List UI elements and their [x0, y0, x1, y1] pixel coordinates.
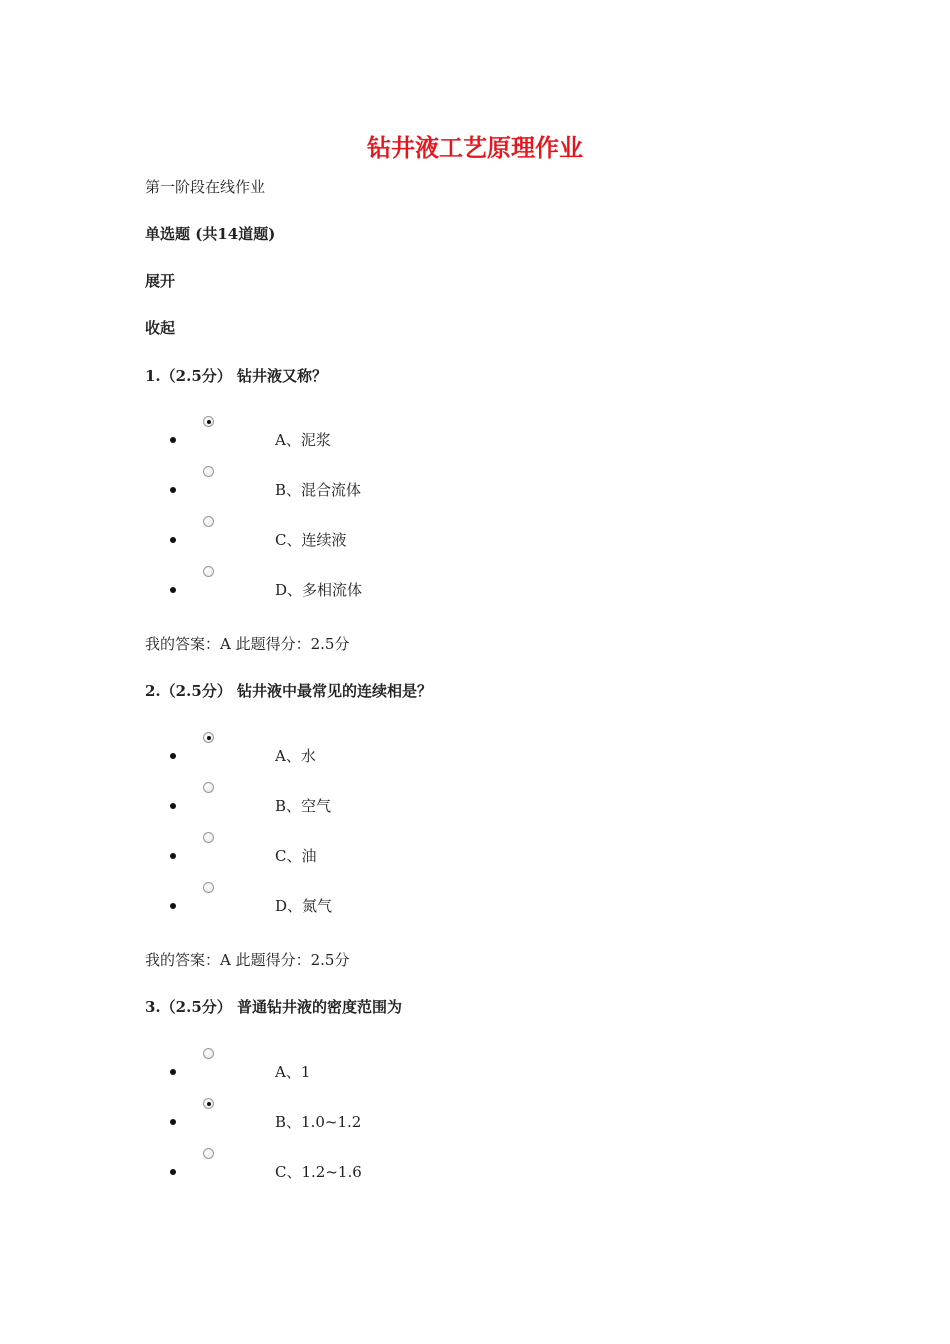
option-label: A、泥浆: [275, 431, 331, 449]
radio-button[interactable]: [203, 732, 214, 743]
radio-selected-dot: [207, 1102, 211, 1106]
question-1-result: 我的答案：A 此题得分：2.5分: [145, 635, 350, 653]
question-3-header: 3.（2.5分） 普通钻井液的密度范围为: [145, 998, 402, 1016]
radio-button[interactable]: [203, 1048, 214, 1059]
page-title: 钻井液工艺原理作业: [367, 133, 583, 162]
bullet-icon: [170, 753, 176, 759]
option-label: B、1.0~1.2: [275, 1113, 362, 1131]
option-label: C、连续液: [275, 531, 347, 549]
bullet-icon: [170, 537, 176, 543]
bullet-icon: [170, 853, 176, 859]
radio-button[interactable]: [203, 1148, 214, 1159]
radio-selected-dot: [207, 736, 211, 740]
question-2-header: 2.（2.5分） 钻井液中最常见的连续相是？: [145, 682, 432, 700]
bullet-icon: [170, 803, 176, 809]
option-label: A、1: [275, 1063, 311, 1081]
radio-selected-dot: [207, 420, 211, 424]
expand-link[interactable]: 展开: [145, 272, 176, 290]
bullet-icon: [170, 487, 176, 493]
option-label: D、氮气: [275, 897, 333, 915]
bullet-icon: [170, 903, 176, 909]
option-label: D、多相流体: [275, 581, 363, 599]
radio-button[interactable]: [203, 1098, 214, 1109]
radio-button[interactable]: [203, 416, 214, 427]
bullet-icon: [170, 587, 176, 593]
option-label: C、油: [275, 847, 317, 865]
radio-button[interactable]: [203, 566, 214, 577]
radio-button[interactable]: [203, 466, 214, 477]
bullet-icon: [170, 1169, 176, 1175]
question-1-header: 1.（2.5分） 钻井液又称？: [145, 367, 327, 385]
option-label: C、1.2~1.6: [275, 1163, 362, 1181]
bullet-icon: [170, 1069, 176, 1075]
radio-button[interactable]: [203, 516, 214, 527]
radio-button[interactable]: [203, 832, 214, 843]
radio-button[interactable]: [203, 782, 214, 793]
option-label: B、空气: [275, 797, 332, 815]
option-label: B、混合流体: [275, 481, 362, 499]
radio-button[interactable]: [203, 882, 214, 893]
bullet-icon: [170, 1119, 176, 1125]
bullet-icon: [170, 437, 176, 443]
question-2-result: 我的答案：A 此题得分：2.5分: [145, 951, 350, 969]
collapse-link[interactable]: 收起: [145, 319, 176, 337]
stage-label: 第一阶段在线作业: [145, 178, 266, 196]
section-heading: 单选题 (共14道题): [145, 225, 276, 243]
option-label: A、水: [275, 747, 316, 765]
